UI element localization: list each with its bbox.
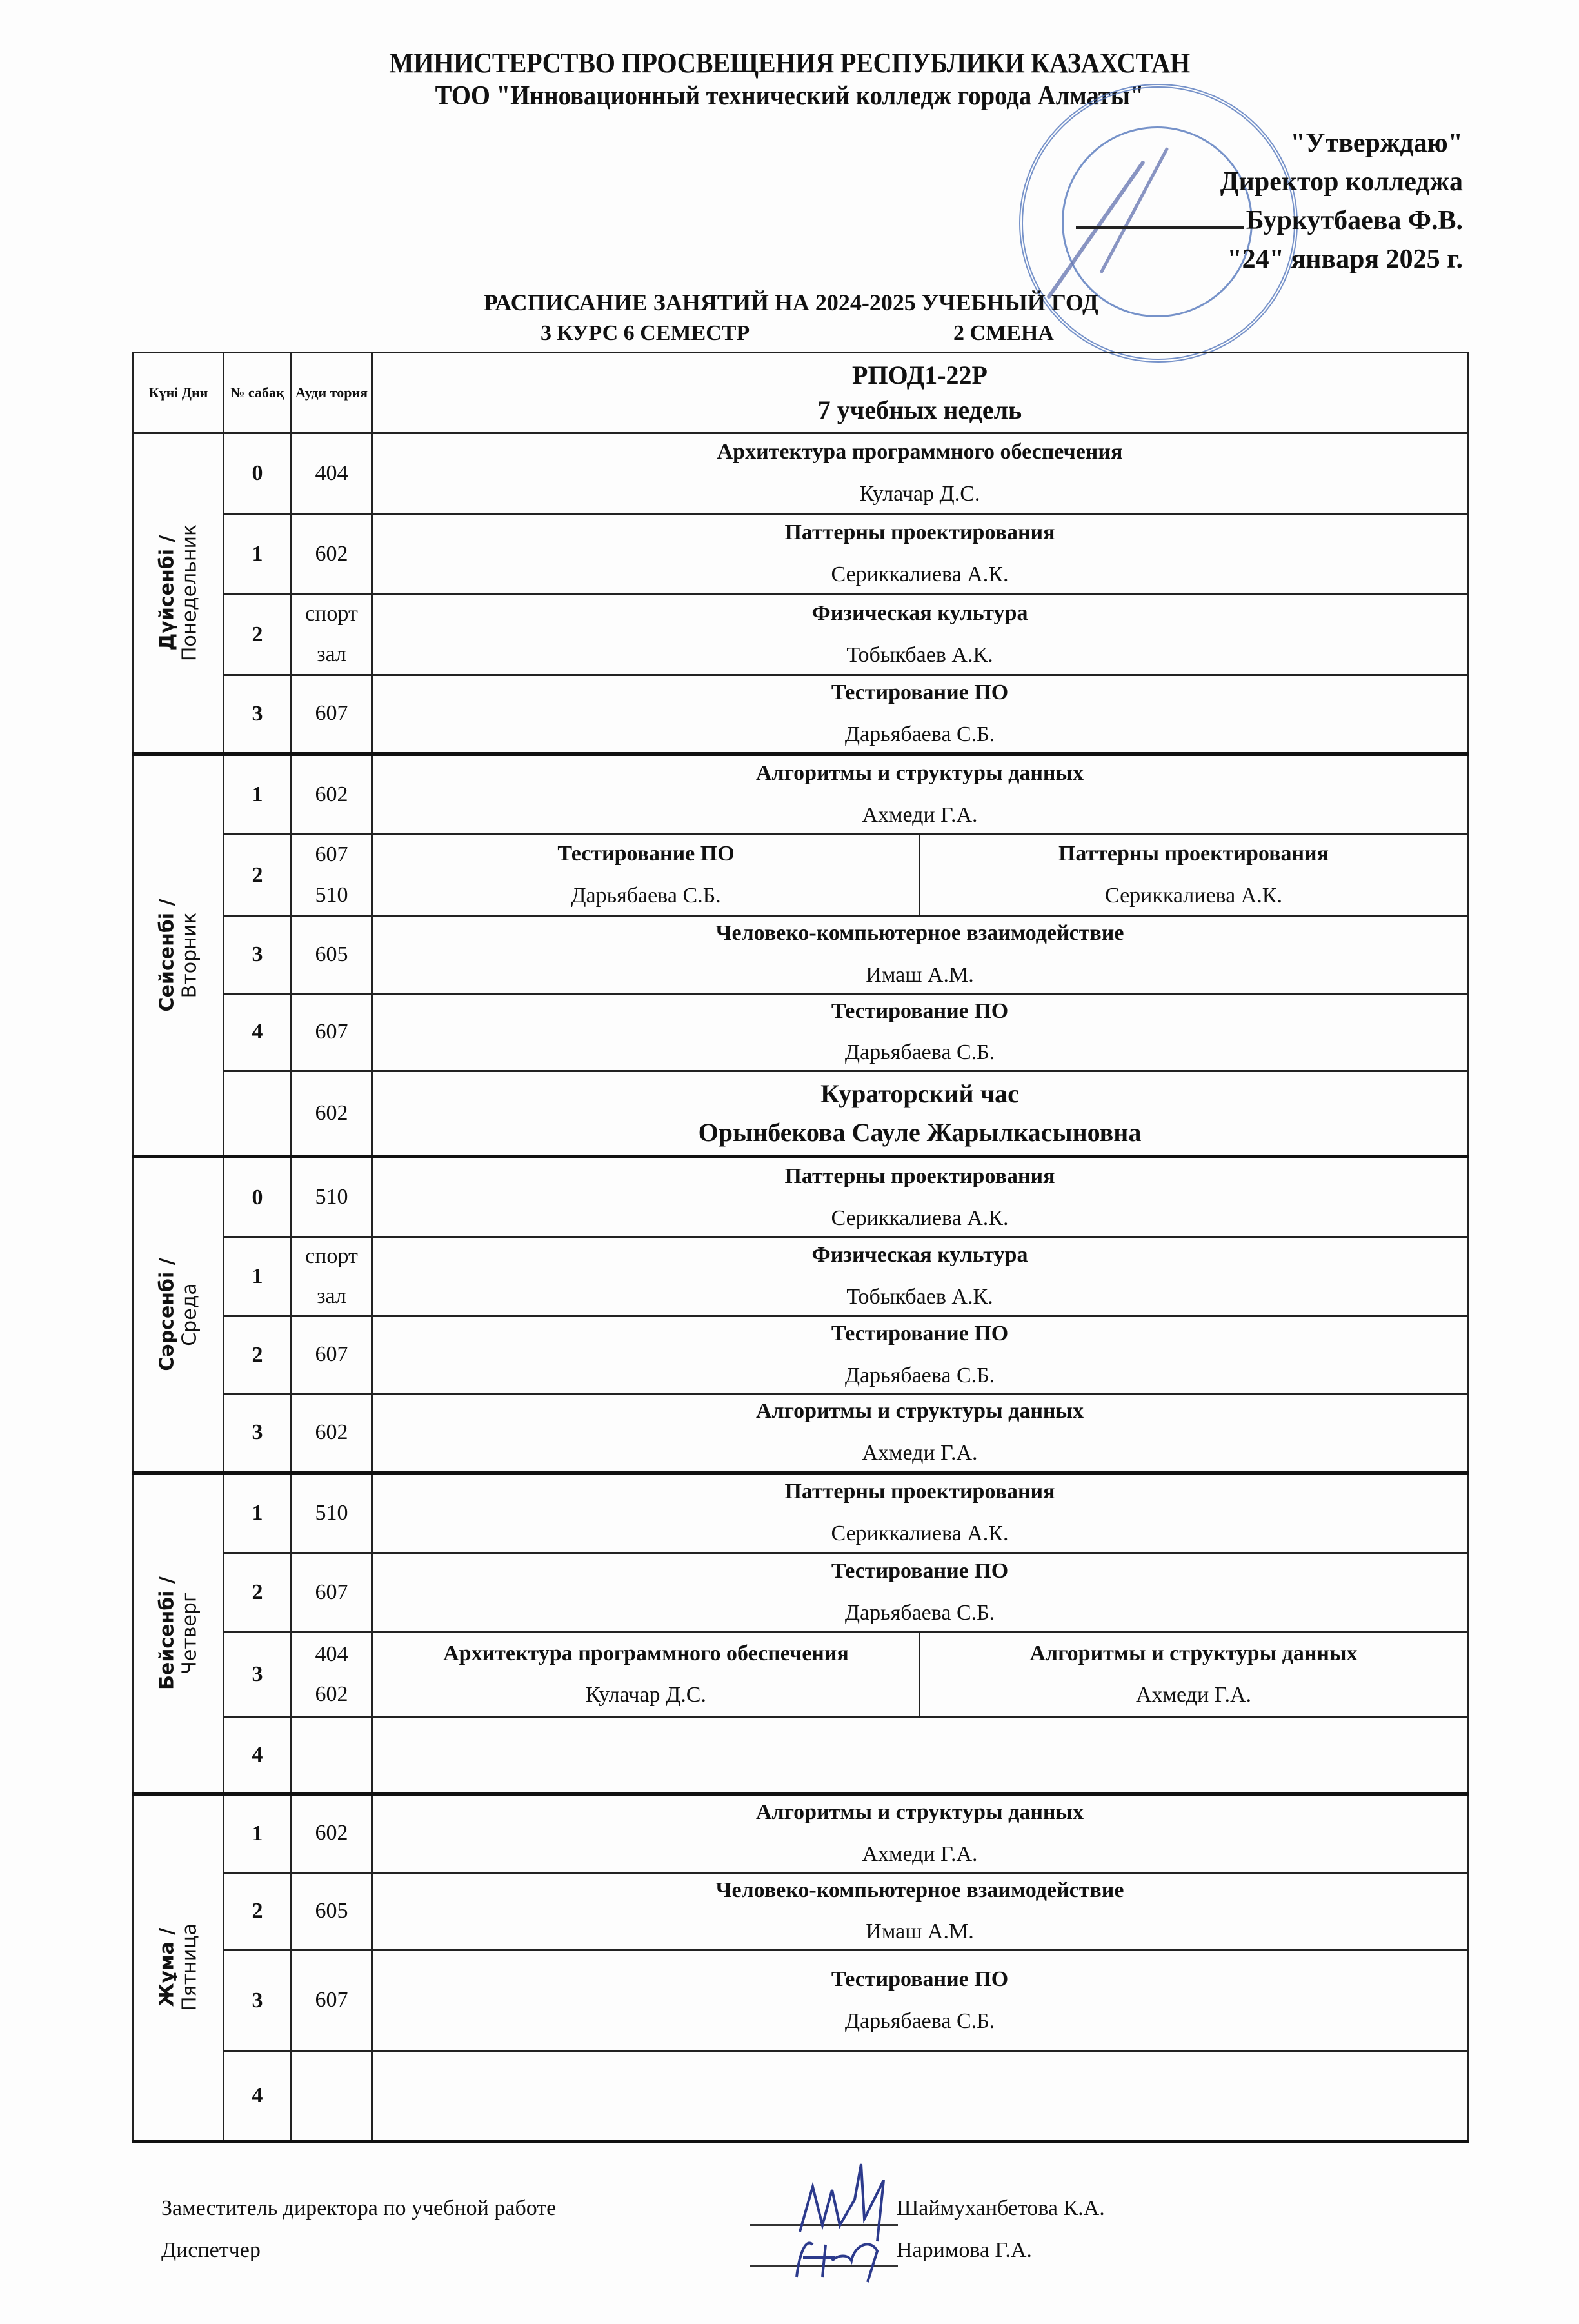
lesson-cell — [372, 1394, 1468, 1473]
teacher-name: Сериккалиева А.К. — [831, 1522, 1009, 1546]
lesson-number: 2 — [224, 835, 292, 916]
lesson-cell — [372, 1553, 1468, 1632]
subject-name: Паттерны проектирования — [784, 521, 1055, 545]
day-name-ru: Понедельник — [177, 524, 201, 662]
lesson-number: 4 — [224, 1718, 292, 1794]
lesson-number: 4 — [224, 2051, 292, 2141]
teacher-name: Кулачар Д.С. — [859, 482, 980, 506]
subject-name: Тестирование ПО — [831, 1559, 1009, 1584]
teacher-name: Дарьябаева С.Б. — [844, 722, 995, 746]
table-row — [134, 675, 1468, 754]
day-cell — [134, 754, 224, 1157]
lesson-number: 1 — [224, 1237, 292, 1316]
lesson-cell — [372, 1718, 1468, 1794]
room-number: 602 — [315, 1420, 348, 1444]
teacher-name: Дарьябаева С.Б. — [844, 1040, 995, 1065]
room-cell — [292, 675, 372, 754]
room-number: 510 — [315, 882, 348, 907]
room-number: 602 — [315, 782, 348, 806]
teacher-name: Ахмеди Г.А. — [862, 802, 978, 827]
col-header-lesson-number: № сабақ — [224, 353, 292, 433]
subject-name: Паттерны проектирования — [1058, 841, 1329, 866]
lesson-cell — [372, 835, 1468, 916]
teacher-name: Сериккалиева А.К. — [831, 562, 1009, 586]
lesson-number: 2 — [224, 1316, 292, 1394]
room-number: 607 — [315, 1020, 348, 1044]
split-lesson — [373, 835, 1467, 915]
subgroup-lesson — [920, 835, 1467, 915]
split-lesson — [373, 1633, 1467, 1716]
lesson-number: 2 — [224, 595, 292, 675]
subgroup-lesson — [373, 835, 920, 915]
lesson-number: 2 — [224, 1872, 292, 1951]
room-number: 607 — [315, 1988, 348, 2012]
ministry-heading: МИНИСТЕРСТВО ПРОСВЕЩЕНИЯ РЕСПУБЛИКИ КАЗАХСТАН — [389, 47, 1190, 79]
schedule-title: РАСПИСАНИЕ ЗАНЯТИЙ НА 2024-2025 УЧЕБНЫЙ ГОД — [484, 290, 1098, 315]
lesson-number: 1 — [224, 1794, 292, 1872]
room-number: 602 — [315, 1100, 348, 1125]
table-row — [134, 1473, 1468, 1553]
lesson-cell — [372, 433, 1468, 514]
lesson-cell — [372, 514, 1468, 595]
day-name-kz: Бейсенбі / — [155, 1576, 178, 1690]
lesson-cell — [372, 916, 1468, 994]
room-cell — [292, 754, 372, 835]
approval-name: Буркутбаева Ф.В. — [1246, 206, 1463, 235]
day-label — [156, 524, 201, 661]
room-cell — [292, 1794, 372, 1872]
room-cell — [292, 1553, 372, 1632]
subject-name: Физическая культура — [811, 601, 1028, 626]
subject-name: Человеко-компьютерное взаимодействие — [715, 921, 1124, 946]
schedule-table — [132, 352, 1469, 2143]
teacher-name: Ахмеди Г.А. — [862, 1842, 978, 1866]
room-cell — [292, 1632, 372, 1718]
lesson-cell — [372, 2051, 1468, 2141]
subject-name: Тестирование ПО — [831, 1967, 1009, 1991]
day-name-kz: Жұма / — [155, 1928, 178, 2007]
table-row — [134, 754, 1468, 835]
room-cell — [292, 433, 372, 514]
room-number: 607 — [315, 1580, 348, 1604]
deputy-director-role: Заместитель директора по учебной работе — [161, 2196, 557, 2220]
lesson-number: 0 — [224, 1157, 292, 1237]
table-row — [134, 916, 1468, 994]
table-row — [134, 835, 1468, 916]
dispatcher-name: Наримова Г.А. — [897, 2238, 1032, 2262]
day-name-ru: Четверг — [177, 1592, 201, 1674]
subject-name: Тестирование ПО — [831, 998, 1009, 1023]
day-label — [156, 1923, 201, 2011]
col-header-room: Ауди тория — [292, 353, 372, 433]
room-cell — [292, 1872, 372, 1951]
subject-name: Архитектура программного обеспечения — [717, 440, 1123, 464]
approval-name-row — [1076, 205, 1463, 236]
subject-name: Кураторский час — [820, 1079, 1019, 1109]
lesson-cell — [372, 1316, 1468, 1394]
teacher-name: Дарьябаева С.Б. — [844, 1600, 995, 1625]
subject-name: Тестирование ПО — [557, 841, 735, 866]
room-cell — [292, 1316, 372, 1394]
lesson-number: 3 — [224, 675, 292, 754]
room-number: 607 — [315, 842, 348, 866]
signature-line — [1076, 226, 1244, 229]
course-semester: 3 КУРС 6 СЕМЕСТР — [541, 321, 750, 345]
table-header-row — [134, 353, 1468, 433]
teacher-name: Сериккалиева А.К. — [831, 1206, 1009, 1230]
approval-date: "24" января 2025 г. — [1227, 244, 1463, 274]
teacher-name: Тобыкбаев А.К. — [846, 643, 993, 667]
table-row — [134, 595, 1468, 675]
table-row — [134, 1794, 1468, 1872]
teacher-name: Дарьябаева С.Б. — [844, 1363, 995, 1387]
day-cell — [134, 433, 224, 754]
schedule-body — [134, 433, 1468, 2141]
day-name-kz: Дүйсенбі / — [155, 535, 178, 651]
room-number: 605 — [315, 1899, 348, 1923]
room-cell — [292, 2051, 372, 2141]
day-label — [156, 1258, 201, 1371]
room-cell — [292, 916, 372, 994]
col-header-day: Күні Дни — [134, 353, 224, 433]
lesson-cell — [372, 1632, 1468, 1718]
lesson-cell — [372, 754, 1468, 835]
lesson-number: 2 — [224, 1553, 292, 1632]
subject-name: Физическая культура — [811, 1243, 1028, 1267]
day-name-kz: Сәрсенбі / — [155, 1258, 178, 1371]
lesson-cell — [372, 675, 1468, 754]
lesson-number: 3 — [224, 916, 292, 994]
table-row — [134, 433, 1468, 514]
room-cell — [292, 1718, 372, 1794]
day-cell — [134, 1473, 224, 1794]
room-number: зал — [317, 1284, 346, 1309]
day-name-kz: Сейсенбі / — [155, 899, 178, 1012]
room-number: 607 — [315, 701, 348, 726]
table-row — [134, 1718, 1468, 1794]
day-name-ru: Вторник — [177, 912, 201, 998]
room-number: зал — [317, 642, 346, 666]
lesson-cell — [372, 1071, 1468, 1157]
college-heading: ТОО "Инновационный технический колледж города Алматы" — [435, 81, 1144, 111]
day-name-ru: Среда — [177, 1283, 201, 1346]
approval-position: Директор колледжа — [1220, 167, 1463, 197]
approval-label: "Утверждаю" — [1290, 128, 1463, 158]
subject-name: Паттерны проектирования — [784, 1164, 1055, 1188]
day-label — [156, 1576, 201, 1690]
table-row — [134, 1316, 1468, 1394]
lesson-cell — [372, 1951, 1468, 2051]
day-cell — [134, 1794, 224, 2141]
subgroup-lesson — [920, 1633, 1467, 1716]
teacher-name: Кулачар Д.С. — [586, 1683, 706, 1707]
col-header-group — [372, 353, 1468, 433]
day-name-ru: Пятница — [177, 1923, 201, 2012]
room-number: 607 — [315, 1342, 348, 1367]
lesson-cell — [372, 595, 1468, 675]
subject-name: Человеко-компьютерное взаимодействие — [715, 1878, 1124, 1902]
subject-name: Тестирование ПО — [831, 1321, 1009, 1346]
table-row — [134, 1157, 1468, 1237]
table-row — [134, 1071, 1468, 1157]
teacher-name: Имаш А.М. — [866, 1920, 974, 1944]
teacher-name: Имаш А.М. — [866, 962, 974, 987]
room-cell — [292, 1157, 372, 1237]
shift-label: 2 СМЕНА — [953, 321, 1054, 345]
room-number: спорт — [305, 602, 358, 626]
teacher-name: Сериккалиева А.К. — [1105, 883, 1282, 908]
table-row — [134, 2051, 1468, 2141]
room-cell — [292, 1394, 372, 1473]
teacher-name: Ахмеди Г.А. — [1135, 1683, 1252, 1707]
lesson-cell — [372, 993, 1468, 1071]
lesson-number: 4 — [224, 993, 292, 1071]
lesson-cell — [372, 1794, 1468, 1872]
dispatcher-signature-icon — [787, 2232, 890, 2283]
day-label — [156, 899, 201, 1012]
dispatcher-role: Диспетчер — [161, 2238, 261, 2262]
lesson-number: 1 — [224, 514, 292, 595]
subject-name: Архитектура программного обеспечения — [443, 1641, 849, 1665]
room-cell — [292, 1237, 372, 1316]
deputy-director-name: Шаймуханбетова К.А. — [897, 2196, 1105, 2220]
subgroup-lesson — [373, 1633, 920, 1716]
teacher-name: Ахмеди Г.А. — [862, 1441, 978, 1465]
day-cell — [134, 1157, 224, 1473]
lesson-cell — [372, 1157, 1468, 1237]
lesson-number — [224, 1071, 292, 1157]
subject-name: Алгоритмы и структуры данных — [755, 761, 1084, 786]
subject-name: Алгоритмы и структуры данных — [1029, 1641, 1358, 1665]
lesson-cell — [372, 1473, 1468, 1553]
table-row — [134, 1872, 1468, 1951]
teacher-name: Тобыкбаев А.К. — [846, 1285, 993, 1309]
table-row — [134, 1632, 1468, 1718]
room-cell — [292, 1951, 372, 2051]
room-number: 510 — [315, 1185, 348, 1209]
room-number: спорт — [305, 1244, 358, 1268]
room-number: 602 — [315, 1682, 348, 1707]
teacher-name: Дарьябаева С.Б. — [844, 2009, 995, 2033]
lesson-number: 3 — [224, 1951, 292, 2051]
subject-name: Алгоритмы и структуры данных — [755, 1399, 1084, 1424]
table-row — [134, 1951, 1468, 2051]
subject-name: Паттерны проектирования — [784, 1480, 1055, 1504]
lesson-number: 0 — [224, 433, 292, 514]
lesson-number: 3 — [224, 1394, 292, 1473]
subject-name: Алгоритмы и структуры данных — [755, 1800, 1084, 1824]
room-number: 404 — [315, 1642, 348, 1666]
table-row — [134, 1237, 1468, 1316]
subject-name: Тестирование ПО — [831, 680, 1009, 704]
room-number: 602 — [315, 1821, 348, 1845]
lesson-number: 1 — [224, 754, 292, 835]
room-number: 404 — [315, 461, 348, 485]
room-cell — [292, 1473, 372, 1553]
group-name: РПОД1-22Р — [852, 361, 988, 390]
room-cell — [292, 514, 372, 595]
room-cell — [292, 595, 372, 675]
table-row — [134, 514, 1468, 595]
weeks-count: 7 учебных недель — [817, 395, 1022, 424]
lesson-cell — [372, 1237, 1468, 1316]
table-row — [134, 1553, 1468, 1632]
room-number: 602 — [315, 541, 348, 566]
lesson-cell — [372, 1872, 1468, 1951]
teacher-name: Орынбекова Сауле Жарылкасыновна — [698, 1118, 1142, 1147]
table-row — [134, 1394, 1468, 1473]
room-cell — [292, 993, 372, 1071]
lesson-number: 1 — [224, 1473, 292, 1553]
table-row — [134, 993, 1468, 1071]
room-number: 605 — [315, 942, 348, 966]
room-cell — [292, 1071, 372, 1157]
lesson-number: 3 — [224, 1632, 292, 1718]
room-number: 510 — [315, 1500, 348, 1525]
room-cell — [292, 835, 372, 916]
teacher-name: Дарьябаева С.Б. — [571, 883, 721, 908]
